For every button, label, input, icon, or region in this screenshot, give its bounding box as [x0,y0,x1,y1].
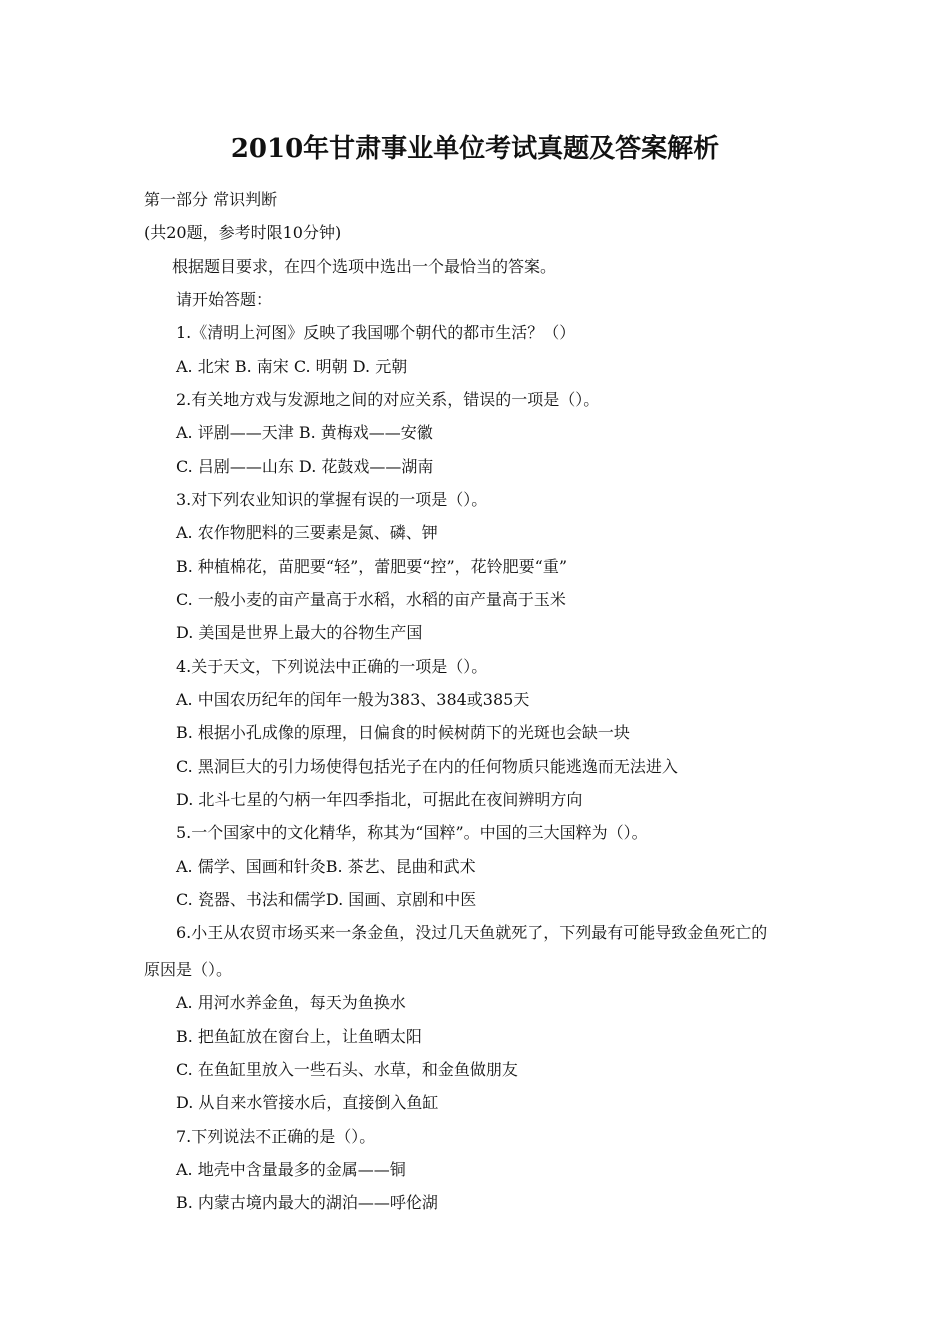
question-2-options-ab: A. 评剧——天津 B. 黄梅戏——安徽 [176,423,433,442]
question-7-option-a: A. 地壳中含量最多的金属——铜 [176,1160,406,1179]
question-3-option-b: B. 种植棉花，苗肥要“轻”，蕾肥要“控”，花铃肥要“重” [176,557,568,576]
section-note: (共20题，参考时限10分钟) [144,223,342,242]
question-6-option-b: B. 把鱼缸放在窗台上，让鱼晒太阳 [176,1027,422,1046]
question-3-option-c: C. 一般小麦的亩产量高于水稻，水稻的亩产量高于玉米 [176,590,566,609]
question-3: 3.对下列农业知识的掌握有误的一项是（）。 [176,490,488,509]
question-6-option-d: D. 从自来水管接水后，直接倒入鱼缸 [176,1093,439,1112]
question-3-option-a: A. 农作物肥料的三要素是氮、磷、钾 [176,523,438,542]
instruction-text: 根据题目要求，在四个选项中选出一个最恰当的答案。 [172,257,557,276]
question-4-option-d: D. 北斗七星的勺柄一年四季指北，可据此在夜间辨明方向 [176,790,583,809]
question-6-option-c: C. 在鱼缸里放入一些石头、水草，和金鱼做朋友 [176,1060,518,1079]
question-2: 2.有关地方戏与发源地之间的对应关系，错误的一项是（）。 [176,390,600,409]
start-text: 请开始答题： [176,290,273,309]
question-4-option-b: B. 根据小孔成像的原理，日偏食的时候树荫下的光斑也会缺一块 [176,723,630,742]
question-1-options: A. 北宋 B. 南宋 C. 明朝 D. 元朝 [176,357,408,376]
question-2-options-cd: C. 吕剧——山东 D. 花鼓戏——湖南 [176,457,434,476]
question-1: 1.《清明上河图》反映了我国哪个朝代的都市生活？（） [176,323,576,342]
question-4-option-a: A. 中国农历纪年的闰年一般为383、384或385天 [176,690,530,709]
question-4-option-c: C. 黑洞巨大的引力场使得包括光子在内的任何物质只能逃逸而无法进入 [176,757,678,776]
section-heading: 第一部分 常识判断 [144,190,278,209]
question-5-options-cd: C. 瓷器、书法和儒学D. 国画、京剧和中医 [176,890,477,909]
question-6-line-1: 6.小王从农贸市场买来一条金鱼，没过几天鱼就死了，下列最有可能导致金鱼死亡的 [176,923,768,942]
question-7-option-b: B. 内蒙古境内最大的湖泊——呼伦湖 [176,1193,438,1212]
question-5: 5.一个国家中的文化精华，称其为“国粹”。中国的三大国粹为（）。 [176,823,648,842]
question-4: 4.关于天文，下列说法中正确的一项是（）。 [176,657,488,676]
question-3-option-d: D. 美国是世界上最大的谷物生产国 [176,623,423,642]
question-6-line-2: 原因是（）。 [144,960,233,979]
document-title: 2010年甘肃事业单位考试真题及答案解析 [230,134,720,164]
question-5-options-ab: A. 儒学、国画和针灸B. 茶艺、昆曲和武术 [176,857,476,876]
question-7: 7.下列说法不正确的是（）。 [176,1127,376,1146]
question-6-option-a: A. 用河水养金鱼，每天为鱼换水 [176,993,406,1012]
